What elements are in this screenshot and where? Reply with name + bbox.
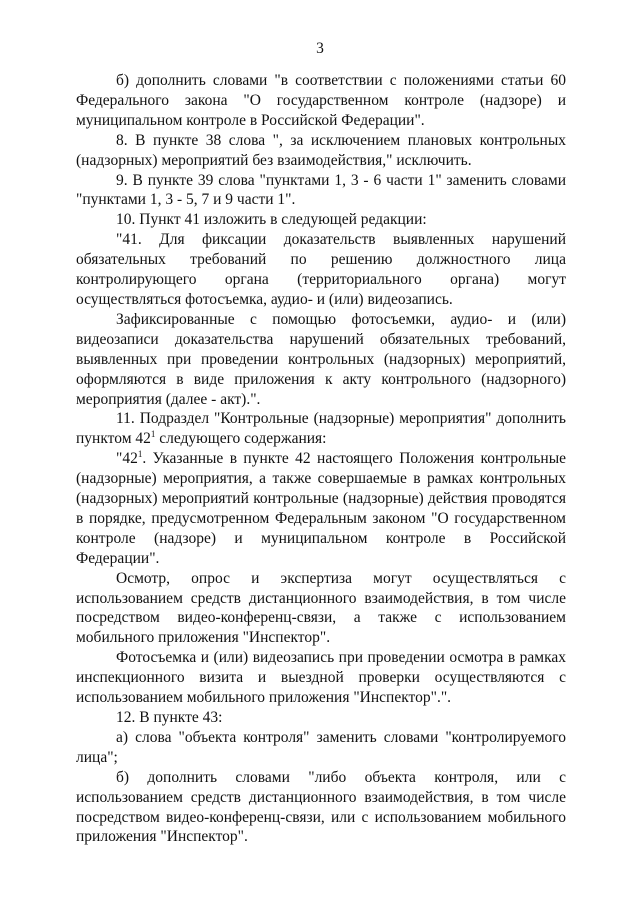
point-42-1-text-after: . Указанные в пункте 42 настоящего Положения контрольные (надзорные) мероприятия, а также совершаемые в рамках контрольных (надзорных) мероприятий контрольные (надзорные) действия проводятся в порядке, предусмотренном Федеральным законом "О государственном контроле (надзоре) и муниципальном контроле в Российской Федерации". <box>76 450 566 567</box>
item-11-text-after: следующего содержания: <box>155 430 327 448</box>
paragraph-point-42-1 <box>76 449 566 568</box>
paragraph-item-12b: б) дополнить словами "либо объекта контроля, или с использованием средств дистанционного взаимодействия, в том числе посредством видео-конференц-связи, или с использованием мобильного приложения "Инспектор". <box>76 768 566 846</box>
page-number: 3 <box>316 40 324 57</box>
point-42-1-text-before: "42 <box>116 450 138 468</box>
paragraph-inspection-remote: Осмотр, опрос и экспертиза могут осуществляться с использованием средств дистанционного взаимодействия, в том числе посредством видео-конференц-связи, а также с использованием мобильного приложения "Инспектор". <box>76 569 566 647</box>
document-body <box>76 71 566 847</box>
paragraph-1b-addition: б) дополнить словами "в соответствии с положениями статьи 60 Федерального закона "О государственном контроле (надзоре) и муниципальном контроле в Российской Федерации". <box>76 72 566 129</box>
paragraph-photo-video: Фотосъемка и (или) видеозапись при проведении осмотра в рамках инспекционного визита и выездной проверки осуществляются с использованием мобильного приложения "Инспектор".". <box>76 649 566 707</box>
paragraph-item-8: 8. В пункте 38 слова ", за исключением плановых контрольных (надзорных) мероприятий без взаимодействия," исключить. <box>76 131 566 169</box>
point-42-1-superscript: 1 <box>137 449 143 460</box>
paragraph-item-10: 10. Пункт 41 изложить в следующей редакции: <box>116 211 427 229</box>
paragraph-item-12: 12. В пункте 43: <box>116 709 223 726</box>
item-11-text-before: 11. Подраздел "Контрольные (надзорные) мероприятия" дополнить пунктом 42 <box>76 410 566 448</box>
paragraph-evidence-attachment: Зафиксированные с помощью фотосъемки, аудио- и (или) видеозаписи доказательства нарушений обязательных требований, выявленных при проведении контрольных (надзорных) мероприятий, оформляются в виде приложения к акту контрольного (надзорного) мероприятия (далее - акт).". <box>76 310 566 408</box>
paragraph-item-11 <box>76 409 566 449</box>
paragraph-item-12a: а) слова "объекта контроля" заменить словами "контролируемого лица"; <box>76 728 566 766</box>
paragraph-item-9: 9. В пункте 39 слова "пунктами 1, 3 - 6 части 1" заменить словами "пунктами 1, 3 - 5, 7 и 9 части 1". <box>76 171 566 209</box>
item-11-superscript: 1 <box>150 429 156 440</box>
paragraph-point-41: "41. Для фиксации доказательств выявленных нарушений обязательных требований по решению должностного лица контролирующего органа (территориального органа) могут осуществляться фотосъемка, аудио- и (или) видеозапись. <box>76 231 566 308</box>
